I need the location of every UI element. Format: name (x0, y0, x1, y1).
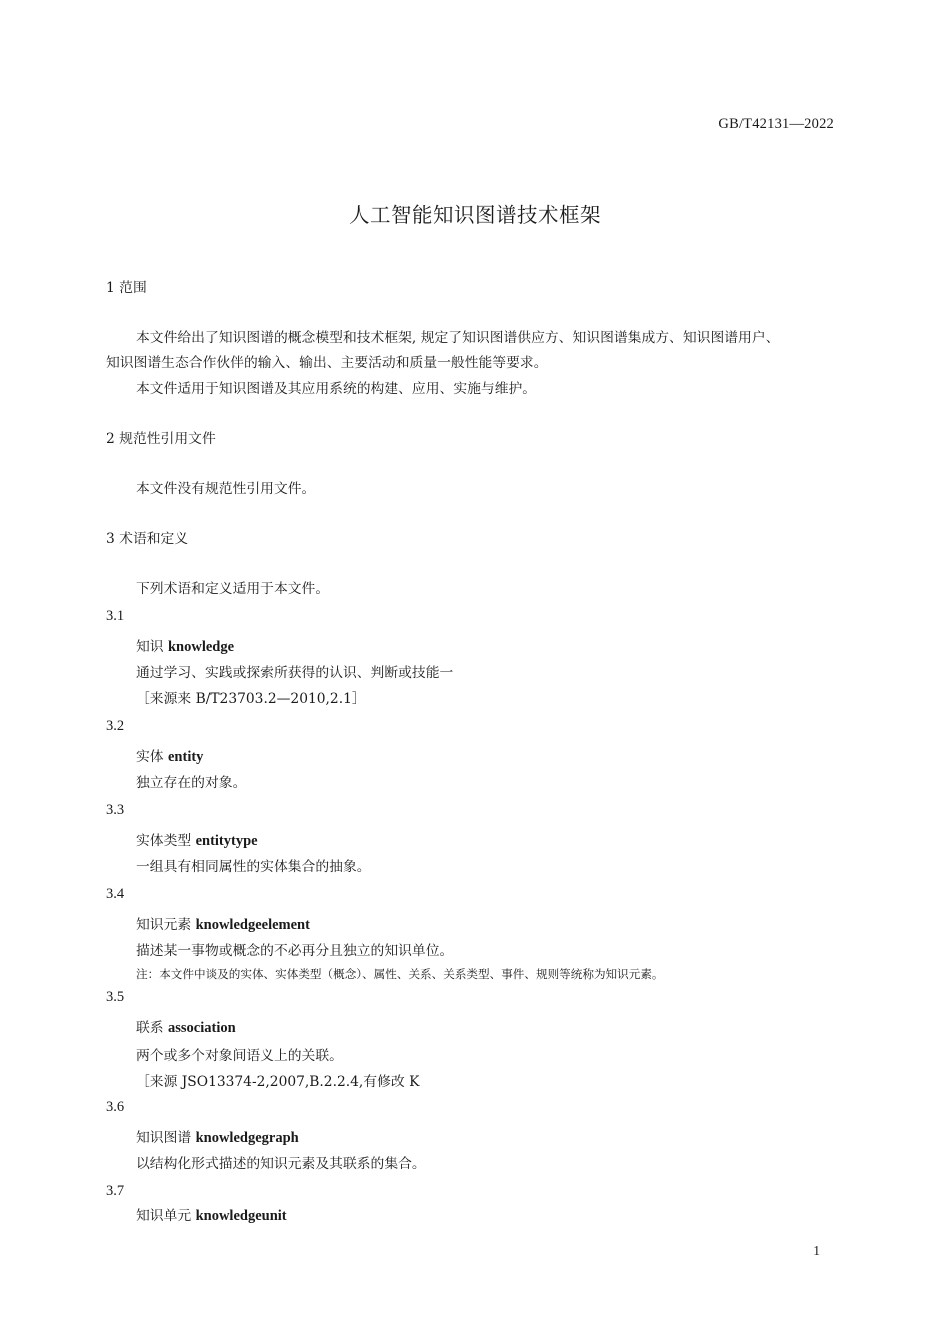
term-name (136, 1129, 299, 1147)
term-name (136, 638, 234, 656)
term-note: 注：本文件中谈及的实体、实体类型（概念）、属性、关系、关系类型、事件、规则等统称为知识元素。 (136, 967, 664, 981)
term-name-zh: 知识元素 (136, 917, 196, 933)
term-number: 3.3 (106, 802, 125, 818)
term-definition: 描述某一事物或概念的不必再分且独立的知识单位。 (136, 943, 454, 959)
term-number: 3.1 (106, 608, 125, 624)
page-number: 1 (813, 1243, 820, 1258)
scope-paragraph-line-1: 本文件给出了知识图谱的概念模型和技术框架, 规定了知识图谱供应方、知识图谱集成方、知识图谱用户、 (136, 330, 780, 346)
term-name-zh: 实体 (136, 749, 168, 765)
term-name (136, 916, 310, 934)
term-name-en: knowledge (167, 639, 235, 655)
term-name-en: knowledgeunit (195, 1208, 287, 1224)
term-name-zh: 知识单元 (136, 1208, 196, 1224)
term-name-zh: 联系 (136, 1020, 168, 1036)
term-name-zh: 实体类型 (136, 833, 196, 849)
term-name-zh: 知识 (136, 639, 168, 655)
term-source: ［来源 JSO13374-2,2007,B.2.2.4,有修改 K (136, 1074, 420, 1090)
normative-references-paragraph: 本文件没有规范性引用文件。 (136, 481, 316, 497)
term-name (136, 748, 203, 766)
term-number: 3.4 (106, 886, 125, 902)
term-definition: 一组具有相同属性的实体集合的抽象。 (136, 859, 371, 875)
term-number: 3.7 (106, 1183, 125, 1199)
scope-paragraph-line-2: 知识图谱生态合作伙伴的输入、输出、主要活动和质量一般性能等要求。 (106, 355, 548, 371)
term-number: 3.5 (106, 989, 125, 1005)
term-name-en: association (167, 1020, 236, 1036)
term-name-en: entity (167, 749, 204, 765)
term-name (136, 1207, 287, 1225)
term-number: 3.6 (106, 1099, 125, 1115)
term-definition: 通过学习、实践或探索所获得的认识、判断或技能一 (136, 665, 454, 681)
term-name-zh: 知识图谱 (136, 1130, 196, 1146)
section-heading-scope: 1 范围 (106, 280, 147, 296)
term-definition: 以结构化形式描述的知识元素及其联系的集合。 (136, 1156, 426, 1172)
term-definition: 两个或多个对象间语义上的关联。 (136, 1048, 343, 1064)
standard-code: GB/T42131—2022 (718, 116, 834, 132)
term-name (136, 832, 258, 850)
term-name-en: knowledgeelement (195, 917, 310, 933)
term-name-en: entitytype (195, 833, 258, 849)
term-name (136, 1019, 236, 1037)
term-number: 3.2 (106, 718, 125, 734)
term-source: ［来源来 B/T23703.2—2010,2.1］ (136, 691, 366, 707)
term-definition: 独立存在的对象。 (136, 775, 247, 791)
terms-intro: 下列术语和定义适用于本文件。 (136, 581, 330, 597)
section-heading-terms: 3 术语和定义 (106, 531, 189, 547)
section-heading-normative-references: 2 规范性引用文件 (106, 431, 216, 447)
term-name-en: knowledgegraph (195, 1130, 299, 1146)
document-title: 人工智能知识图谱技术框架 (349, 203, 601, 227)
scope-applicability-paragraph: 本文件适用于知识图谱及其应用系统的构建、应用、实施与维护。 (136, 381, 537, 397)
